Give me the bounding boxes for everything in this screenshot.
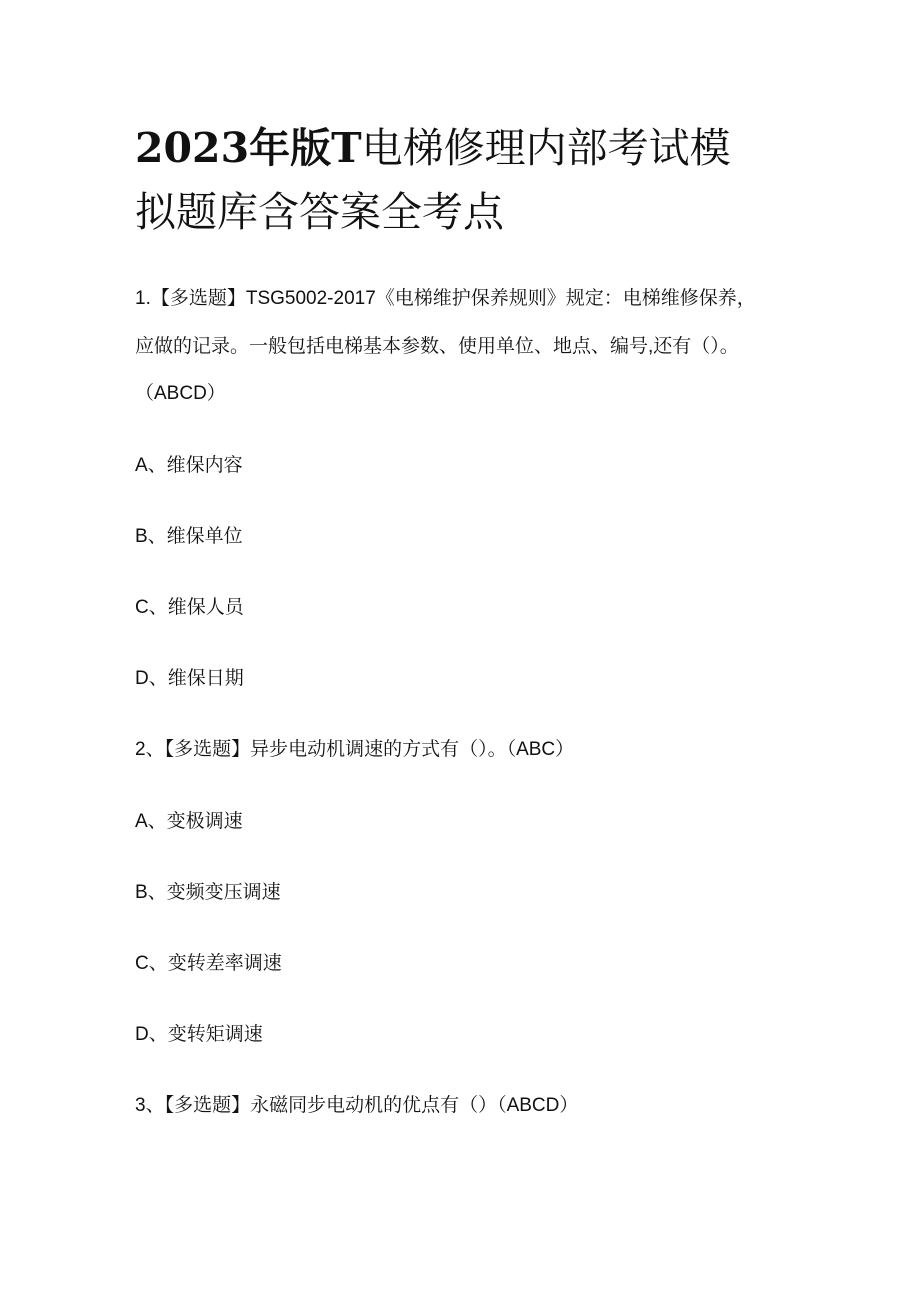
title-lead: 2023年版T (135, 124, 362, 172)
q2-option-d: D、变转矩调速 (135, 1024, 263, 1045)
q1-answer: （ABCD） (135, 383, 226, 404)
q2-option-c: C、变转差率调速 (135, 953, 282, 974)
q1-stem-line2: 应做的记录。一般包括电梯基本参数、使用单位、地点、编号,还有（）。 (135, 336, 739, 357)
title-line2: 拟题库含答案全考点 (135, 188, 504, 236)
q1-option-a: A、维保内容 (135, 455, 243, 476)
q2-stem: 2、【多选题】异步电动机调速的方式有（）。（ABC） (135, 739, 575, 760)
q3-stem: 3、【多选题】永磁同步电动机的优点有（）（ABCD） (135, 1095, 579, 1116)
q2-option-b: B、变频变压调速 (135, 882, 281, 903)
q1-option-d: D、维保日期 (135, 668, 244, 689)
document-title (135, 116, 835, 244)
q1-stem-line1: 1.【多选题】TSG5002-2017《电梯维护保养规则》规定：电梯维修保养， (135, 288, 756, 309)
title-line1-rest: 电梯修理内部考试模 (361, 124, 731, 172)
q1-option-c: C、维保人员 (135, 597, 244, 618)
q2-option-a: A、变极调速 (135, 811, 243, 832)
q1-option-b: B、维保单位 (135, 526, 243, 547)
